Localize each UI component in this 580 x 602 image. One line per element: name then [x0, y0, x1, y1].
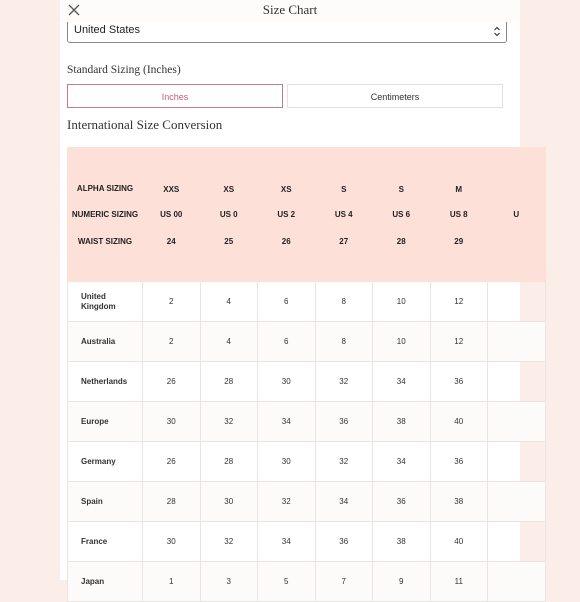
- table-row: [68, 442, 546, 482]
- header-cell: 26: [258, 231, 316, 282]
- header-row-label: WAIST SIZING: [68, 231, 143, 282]
- size-cell: [488, 442, 546, 482]
- size-cell: [488, 522, 546, 562]
- country-label: Europe: [68, 402, 143, 442]
- size-cell: [488, 562, 546, 602]
- size-cell: 30: [200, 482, 258, 522]
- header-cell: US 8: [430, 199, 488, 231]
- size-cell: 34: [373, 362, 431, 402]
- header-cell: 29: [430, 231, 488, 282]
- size-cell: 38: [373, 522, 431, 562]
- size-cell: 3: [200, 562, 258, 602]
- page-title: Size Chart: [262, 2, 318, 17]
- size-cell: 7: [315, 562, 373, 602]
- size-cell: 8: [315, 322, 373, 362]
- size-cell: 36: [430, 362, 488, 402]
- header-cell: M: [430, 148, 488, 199]
- size-conversion-table: [67, 147, 546, 602]
- header-cell: 27: [315, 231, 373, 282]
- size-cell: 30: [258, 442, 316, 482]
- header-cell: US 0: [200, 199, 258, 231]
- header-cell: 25: [200, 231, 258, 282]
- table-row: [68, 522, 546, 562]
- size-cell: [488, 402, 546, 442]
- size-cell: 26: [143, 442, 201, 482]
- table-row: [68, 562, 546, 602]
- size-cell: 28: [143, 482, 201, 522]
- size-cell: 32: [200, 402, 258, 442]
- header-cell: XS: [258, 148, 316, 199]
- header-cell: S: [373, 148, 431, 199]
- size-cell: [488, 322, 546, 362]
- size-cell: 30: [143, 402, 201, 442]
- header-row-label: NUMERIC SIZING: [68, 199, 143, 231]
- standard-sizing-label: Standard Sizing (Inches): [67, 64, 181, 76]
- size-cell: 38: [373, 402, 431, 442]
- size-cell: 26: [143, 362, 201, 402]
- size-cell: 28: [200, 442, 258, 482]
- size-cell: 34: [258, 522, 316, 562]
- size-cell: 40: [430, 402, 488, 442]
- size-cell: 40: [430, 522, 488, 562]
- table-header-row: [68, 199, 546, 231]
- header-row-label: ALPHA SIZING: [68, 148, 143, 199]
- size-cell: 11: [430, 562, 488, 602]
- size-cell: 9: [373, 562, 431, 602]
- header-cell: 28: [373, 231, 431, 282]
- size-cell: 34: [258, 402, 316, 442]
- size-cell: 12: [430, 322, 488, 362]
- size-cell: 32: [258, 482, 316, 522]
- updown-chevron-icon: [493, 26, 501, 37]
- conversion-title: International Size Conversion: [67, 117, 223, 132]
- size-cell: 32: [200, 522, 258, 562]
- size-cell: 10: [373, 322, 431, 362]
- size-cell: 30: [143, 522, 201, 562]
- size-cell: 36: [315, 402, 373, 442]
- inches-toggle-button[interactable]: Inches: [67, 84, 283, 108]
- country-label: Japan: [68, 562, 143, 602]
- table-header-row: [68, 231, 546, 282]
- size-chart-panel: [60, 0, 520, 586]
- size-cell: [488, 482, 546, 522]
- size-cell: 5: [258, 562, 316, 602]
- country-label: Germany: [68, 442, 143, 482]
- header-cell: XS: [200, 148, 258, 199]
- table-row: [68, 322, 546, 362]
- centimeters-toggle-button[interactable]: Centimeters: [287, 84, 503, 108]
- size-cell: 36: [373, 482, 431, 522]
- table-row: [68, 362, 546, 402]
- size-cell: 4: [200, 322, 258, 362]
- size-cell: 38: [430, 482, 488, 522]
- size-cell: 2: [143, 282, 201, 322]
- size-cell: 36: [315, 522, 373, 562]
- size-cell: 6: [258, 322, 316, 362]
- size-cell: 28: [200, 362, 258, 402]
- size-cell: 36: [430, 442, 488, 482]
- size-cell: 34: [315, 482, 373, 522]
- table-row: [68, 282, 546, 322]
- header-cell: US 00: [143, 199, 201, 231]
- header-cell: XXS: [143, 148, 201, 199]
- table-row: [68, 482, 546, 522]
- header-cell: US 2: [258, 199, 316, 231]
- header-cell: U: [488, 199, 546, 231]
- size-cell: 12: [430, 282, 488, 322]
- header-cell: S: [315, 148, 373, 199]
- country-label: Australia: [68, 322, 143, 362]
- size-cell: 1: [143, 562, 201, 602]
- header-cell: 24: [143, 231, 201, 282]
- size-cell: 2: [143, 322, 201, 362]
- size-cell: [488, 282, 546, 322]
- country-select[interactable]: [67, 22, 507, 43]
- table-header-row: [68, 148, 546, 199]
- header-cell: US 6: [373, 199, 431, 231]
- country-label: France: [68, 522, 143, 562]
- size-cell: 4: [200, 282, 258, 322]
- header-bar: [60, 0, 520, 22]
- size-table-scroll[interactable]: [67, 147, 520, 587]
- country-select-value: United States: [74, 24, 141, 36]
- country-label: United Kingdom: [68, 282, 143, 322]
- country-label: Netherlands: [68, 362, 143, 402]
- size-cell: 32: [315, 442, 373, 482]
- country-label: Spain: [68, 482, 143, 522]
- header-cell: [488, 148, 546, 199]
- size-cell: 30: [258, 362, 316, 402]
- size-cell: 10: [373, 282, 431, 322]
- size-cell: 34: [373, 442, 431, 482]
- size-cell: 6: [258, 282, 316, 322]
- size-cell: 8: [315, 282, 373, 322]
- table-row: [68, 402, 546, 442]
- header-cell: [488, 231, 546, 282]
- size-cell: [488, 362, 546, 402]
- header-cell: US 4: [315, 199, 373, 231]
- size-cell: 32: [315, 362, 373, 402]
